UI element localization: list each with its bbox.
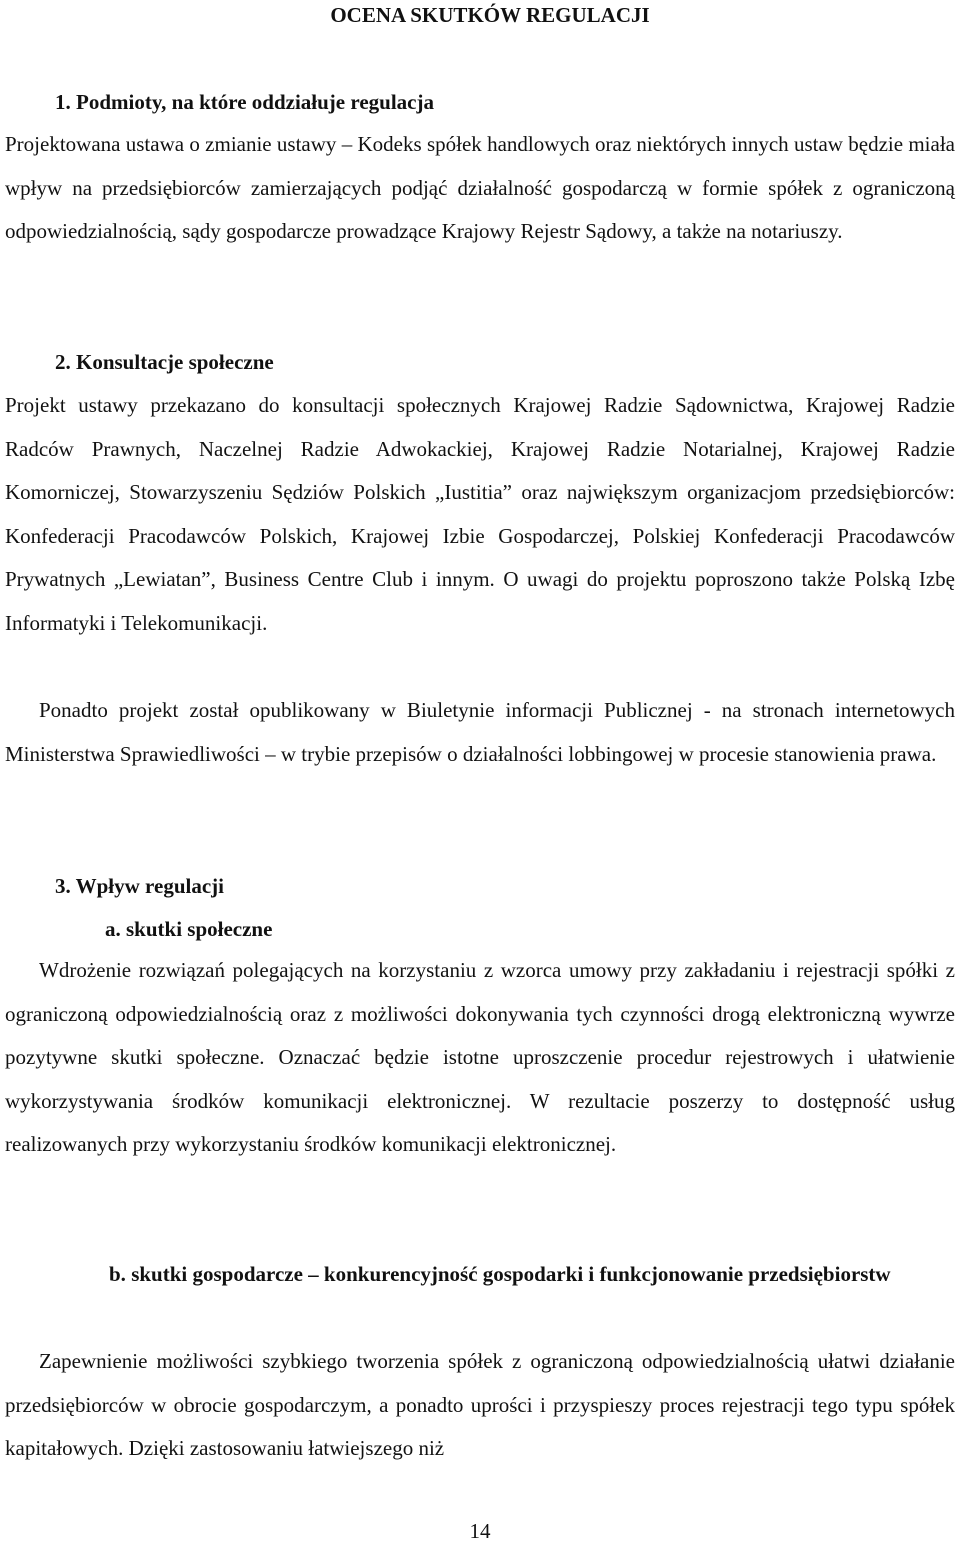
- section-2-number: 2.: [55, 350, 71, 374]
- section-3-heading: [55, 873, 224, 899]
- subsection-b-letter: b.: [109, 1262, 126, 1286]
- section-1-heading: [55, 89, 434, 115]
- section-3-number: 3.: [55, 874, 71, 898]
- page-number: 14: [469, 1519, 491, 1543]
- subsection-a-title: skutki społeczne: [126, 917, 273, 941]
- subsection-a-paragraph: Wdrożenie rozwiązań polegających na korzystaniu z wzorca umowy przy zakładaniu i rejestracji spółki z ograniczoną odpowiedzialnością oraz z możliwości dokonywania tych czynności drogą elektroniczną wywrze pozytywne skutki społeczne. Oznaczać będzie istotne uproszczenie procedur rejestrowych i ułatwienie wykorzystywania środków komunikacji elektronicznej. W rezultacie poszerzy to dostępność usług realizowanych przy wykorzystaniu środków komunikacji elektronicznej.: [5, 958, 955, 1156]
- subsection-b-paragraph: Zapewnienie możliwości szybkiego tworzenia spółek z ograniczoną odpowiedzialnością ułatwi działanie przedsiębiorców w obrocie gospodarczym, a ponadto uprości i przyspieszy proces rejestracji tego typu spółek kapitałowych. Dzięki zastosowaniu łatwiejszego niż: [5, 1349, 955, 1460]
- subsection-a-letter: a.: [105, 917, 121, 941]
- subsection-a-heading: [105, 916, 272, 942]
- document-title: OCENA SKUTKÓW REGULACJI: [330, 3, 650, 27]
- section-1-number: 1.: [55, 90, 71, 114]
- section-1-paragraph: Projektowana ustawa o zmianie ustawy – Kodeks spółek handlowych oraz niektórych innych ustaw będzie miała wpływ na przedsiębiorców zamierzających podjąć działalność gospodarczą w formie spółek z ograniczoną odpowiedzialnością, sądy gospodarcze prowadzące Krajowy Rejestr Sądowy, a także na notariuszy.: [5, 132, 955, 243]
- subsection-b-heading: [5, 1253, 955, 1297]
- section-2-title: Konsultacje społeczne: [76, 350, 274, 374]
- section-2-paragraph-2: Ponadto projekt został opublikowany w Biuletynie informacji Publicznej - na stronach internetowych Ministerstwa Sprawiedliwości – w trybie przepisów o działalności lobbingowej w procesie stanowienia prawa.: [5, 698, 955, 766]
- section-3-title: Wpływ regulacji: [75, 874, 224, 898]
- subsection-b-title: skutki gospodarcze – konkurencyjność gospodarki i funkcjonowanie przedsiębiorstw: [131, 1262, 891, 1286]
- section-1-title: Podmioty, na które oddziałuje regulacja: [76, 90, 434, 114]
- section-2-paragraph-1: Projekt ustawy przekazano do konsultacji społecznych Krajowej Radzie Sądownictwa, Krajowej Radzie Radców Prawnych, Naczelnej Radzie Adwokackiej, Krajowej Radzie Notarialnej, Krajowej Radzie Komorniczej, Stowarzyszeniu Sędziów Polskich „Iustitia” oraz największym organizacjom przedsiębiorców: Konfederacji Pracodawców Polskich, Krajowej Izbie Gospodarczej, Polskiej Konfederacji Pracodawców Prywatnych „Lewiatan”, Business Centre Club i innym. O uwagi do projektu poproszono także Polską Izbę Informatyki i Telekomunikacji.: [5, 393, 955, 635]
- section-2-heading: [55, 349, 274, 375]
